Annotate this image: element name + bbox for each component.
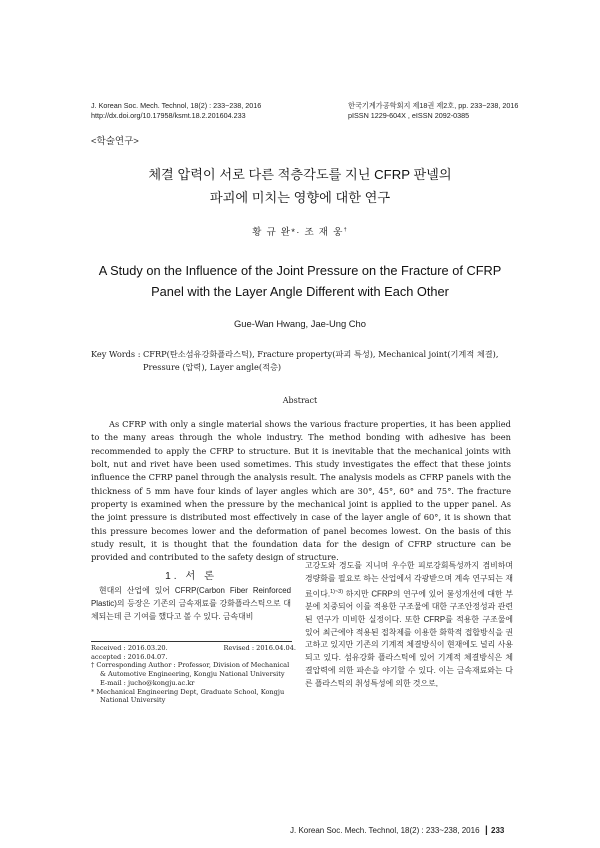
keywords-block xyxy=(91,348,521,374)
footer-citation: J. Korean Soc. Mech. Technol, 18(2) : 233~238, 2016 xyxy=(290,826,480,835)
page-number: 233 xyxy=(491,826,505,835)
keywords-text: CFRP(탄소섬유강화플라스틱), Fracture property(파괴 특성), Mechanical joint(기계적 체결), Pressure (압력), Layer angle(적층) xyxy=(143,349,499,372)
corresponding-author-1: † Corresponding Author : Professor, Division of Mechanical xyxy=(91,661,290,670)
title-korean xyxy=(0,163,600,209)
authors-english: Gue-Wan Hwang, Jae-Ung Cho xyxy=(233,318,366,329)
authors-korean-names: 황 규 완*· 조 재 웅 xyxy=(252,227,344,238)
page-footer xyxy=(290,826,504,835)
received-date: Received : 2016.03.20. xyxy=(91,644,168,652)
title-korean-line2: 파괴에 미치는 영향에 대한 연구 xyxy=(209,190,391,205)
footnotes xyxy=(91,644,296,705)
authors-korean xyxy=(0,224,600,238)
affiliation-1: * Mechanical Engineering Dept, Graduate School, Kongju xyxy=(91,687,285,696)
body-right-text-a: 고강도와 경도를 지니며 우수한 피로강회특성까지 겸비하며 경량화를 필요로 하는 산업에서 각광받으며 계속 연구되는 재료이다. xyxy=(305,561,513,599)
body-paragraph-left: 현대의 산업에 있어 CFRP(Carbon Fiber Reinforced Plastic)의 등장은 기존의 금속재료를 강화플라스틱으로 대체되는데 큰 기여를 했다고 볼 수 있다. 금속대비 xyxy=(91,586,291,621)
journal-citation-ko: 한국기계가공학회지 제18권 제2호, pp. 233~238, 2016 xyxy=(348,101,519,110)
title-english xyxy=(0,260,600,302)
issn: pISSN 1229-604X , eISSN 2092-0385 xyxy=(348,110,470,120)
title-english-line1: A Study on the Influence of the Joint Pressure on the Fracture of CFRP xyxy=(98,263,502,278)
abstract-heading: Abstract xyxy=(282,396,318,405)
body-right-column xyxy=(305,560,513,691)
corresponding-author-email[interactable]: E-mail : jucho@kongju.ac.kr xyxy=(100,678,195,687)
body-right-text-b: 하지만 CFRP의 연구에 있어 물성개선에 대한 부분에 치중되어 이를 적용한 구조물에 대한 구조안정성과 관련된 연구가 미비한 실정이다. 또한 CFRP를 적용한 구조물에 있어 최근에야 적용된 접착제를 이용한 화학적 접합방식을 권고하고 있지만 기존의 기계적 체결방식이 현재에도 널리 사용되고 있다. 섬유강화 플라스틱에 있어 기계적 체결방식은 체결압력에 의한 파손을 야기할 수 있다. 이는 금속재료와는 다른 플라스틱의 취성특성에 의한 것으로, xyxy=(305,589,513,688)
title-english-line2: Panel with the Layer Angle Different with Each Other xyxy=(151,284,449,299)
doi-link[interactable]: http://dx.doi.org/10.17958/ksmt.18.2.201604.233 xyxy=(91,110,246,120)
footnote-dates xyxy=(91,644,296,653)
keywords-label: Key Words : xyxy=(91,349,141,359)
abstract-paragraph: As CFRP with only a single material shows the various fracture properties, it has been applied to the many areas through the whole industry. The method bonding with adhesive has been recommended to apply the CFRP to structure. But it is inevitable that the mechanical joints with bolt, nut and rivet have been used sometimes. This study investigates the effect that these joints influence the CFRP panel through the analysis result. The analysis models as CFRP panels with the thickness of 5 mm have four kinds of layer angles which are 30°, 45°, 60° and 75°. The fracture property is examined when the pressure by the mechanical joint is applied to the upper panel. As the joint pressure is distributed most effectively in case of the layer angle of 60°, it is shown that this pressure becomes lower and the deformation of panel becomes lowest. On the basis of this study result, it is thought that the foundation data for the design of CFRP structure can be provided and contributed to the safety design of structure. xyxy=(91,419,511,563)
affiliation-2: National University xyxy=(100,696,166,705)
journal-header-right xyxy=(348,101,518,120)
revised-date: Revised : 2016.04.04. xyxy=(223,644,296,652)
footnote-divider xyxy=(91,641,292,642)
accepted-date: accepted : 2016.04.07. xyxy=(91,652,168,661)
abstract-body xyxy=(91,418,511,565)
corresponding-author-2: & Automotive Engineering, Kongju National University xyxy=(100,670,285,679)
journal-citation: J. Korean Soc. Mech. Technol, 18(2) : 233~238, 2016 xyxy=(91,101,262,110)
title-korean-line1: 체결 압력이 서로 다른 적층각도를 지닌 CFRP 판넬의 xyxy=(148,167,452,182)
body-left-column xyxy=(91,585,291,623)
corresponding-mark: † xyxy=(343,226,348,233)
section-heading-introduction: 1. 서 론 xyxy=(165,571,217,582)
body-paragraph-right xyxy=(305,560,513,691)
article-category: <학술연구> xyxy=(91,136,139,147)
citation-ref: 1)~3) xyxy=(330,588,344,595)
footer-separator: ┃ xyxy=(481,826,492,835)
journal-header-left xyxy=(91,101,261,120)
